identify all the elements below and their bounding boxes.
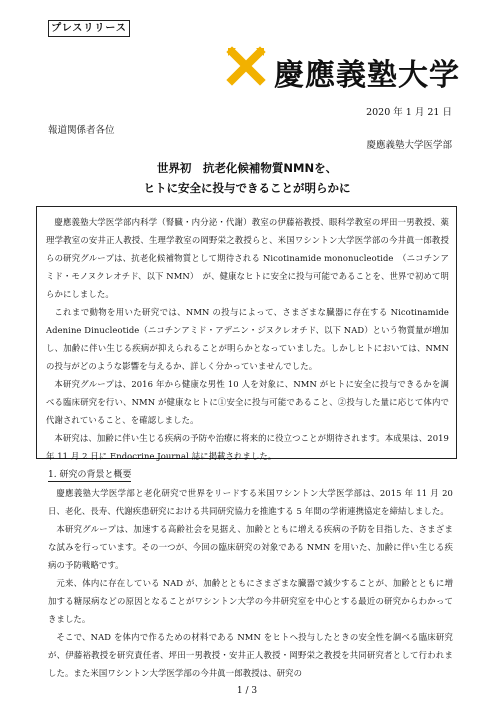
- headline-line-1: 世界初 抗老化候補物質NMNを、: [156, 161, 338, 175]
- body-paragraph: そこで、NAD を体内で作るための材料である NMN をヒトへ投与したときの安全性を調べる臨床研究が、伊藤裕教授を研究責任者、坪田一男教授・安井正人教授・岡野栄之教授を共同研究者として行われました。また米国ワシントン大学医学部の今井眞一郎教授は、研究の: [48, 632, 453, 678]
- sender-line: 慶應義塾大学医学部: [366, 140, 452, 151]
- summary-paragraph: 本研究グループは、2016 年から健康な男性 10 人を対象に、NMN がヒトに安全に投与できるかを調べる臨床研究を行い、NMN が健康なヒトに①安全に投与可能であること、②投与した量に応じて体内で代謝されていること、を確認しました。: [46, 379, 449, 425]
- summary-paragraph: 本研究は、加齢に伴い生じる疾病の予防や治療に将来的に役立つことが期待されます。本成果は、2019 年 11 月 2 日に Endocrine Journal 誌に掲載されました。: [46, 433, 449, 461]
- headline-line-2: ヒトに安全に投与できることが明らかに: [143, 181, 351, 195]
- summary-paragraph: 慶應義塾大学医学部内科学（腎臓・内分泌・代謝）教室の伊藤裕教授、眼科学教室の坪田一男教授、薬理学教室の安井正人教授、生理学教室の岡野栄之教授らと、米国ワシントン大学医学部の今井眞一郎教授らの研究グループは、抗老化候補物質として期待される Nicotinamide mononucleotide （ニコチンアミド・モノヌクレオチド、以下 NMN） が、健康なヒトに安全に投与可能であることを、世界で初めて明らかにしました。: [46, 217, 449, 299]
- body-paragraph: 本研究グループは、加速する高齢社会を見据え、加齢とともに増える疾病の予防を目指した、さまざまな試みを行っています。その一つが、今回の臨床研究の対象である NMN を用いた、加齢に伴い生じる疾病の予防戦略です。: [48, 524, 453, 570]
- body-paragraph: 慶應義塾大学医学部と老化研究で世界をリードする米国ワシントン大学医学部は、2015 年 11 月 20 日、老化、長寿、代謝疾患研究における共同研究協力を推進する 5 年間の学術連携協定を締結しました。: [48, 488, 453, 516]
- body-paragraph: 元来、体内に存在している NAD が、加齢とともにさまざまな臓器で減少することが、加齢とともに増加する糖尿病などの原因となることがワシントン大学の今井研究室を中心とする最近の研究からわかってきました。: [48, 578, 453, 624]
- summary-box: [36, 206, 457, 459]
- university-name: 慶應義塾大学: [274, 58, 460, 93]
- release-date: 2020 年 1 月 21 日: [366, 107, 452, 118]
- summary-paragraph: これまで動物を用いた研究では、NMN の投与によって、さまざまな臓器に存在する Nicotinamide Adenine Dinucleotide（ニコチンアミド・アデニン・ジヌクレオチド、以下 NAD）という物質量が増加し、加齢に伴い生じる疾病が抑えられることが明らかとなっていました。しかしヒトにおいては、NMN の投与がどのような影響を与えるか、詳しく分かっていませんでした。: [46, 307, 449, 371]
- page-number: 1 / 3: [236, 686, 258, 696]
- section-heading: 1. 研究の背景と概要: [48, 467, 131, 482]
- press-release-badge: プレスリリース: [48, 20, 130, 37]
- recipient-line: 報道関係者各位: [48, 125, 115, 136]
- university-logo: [226, 46, 462, 93]
- section-body: [48, 484, 453, 682]
- crossed-pens-icon: [226, 46, 266, 86]
